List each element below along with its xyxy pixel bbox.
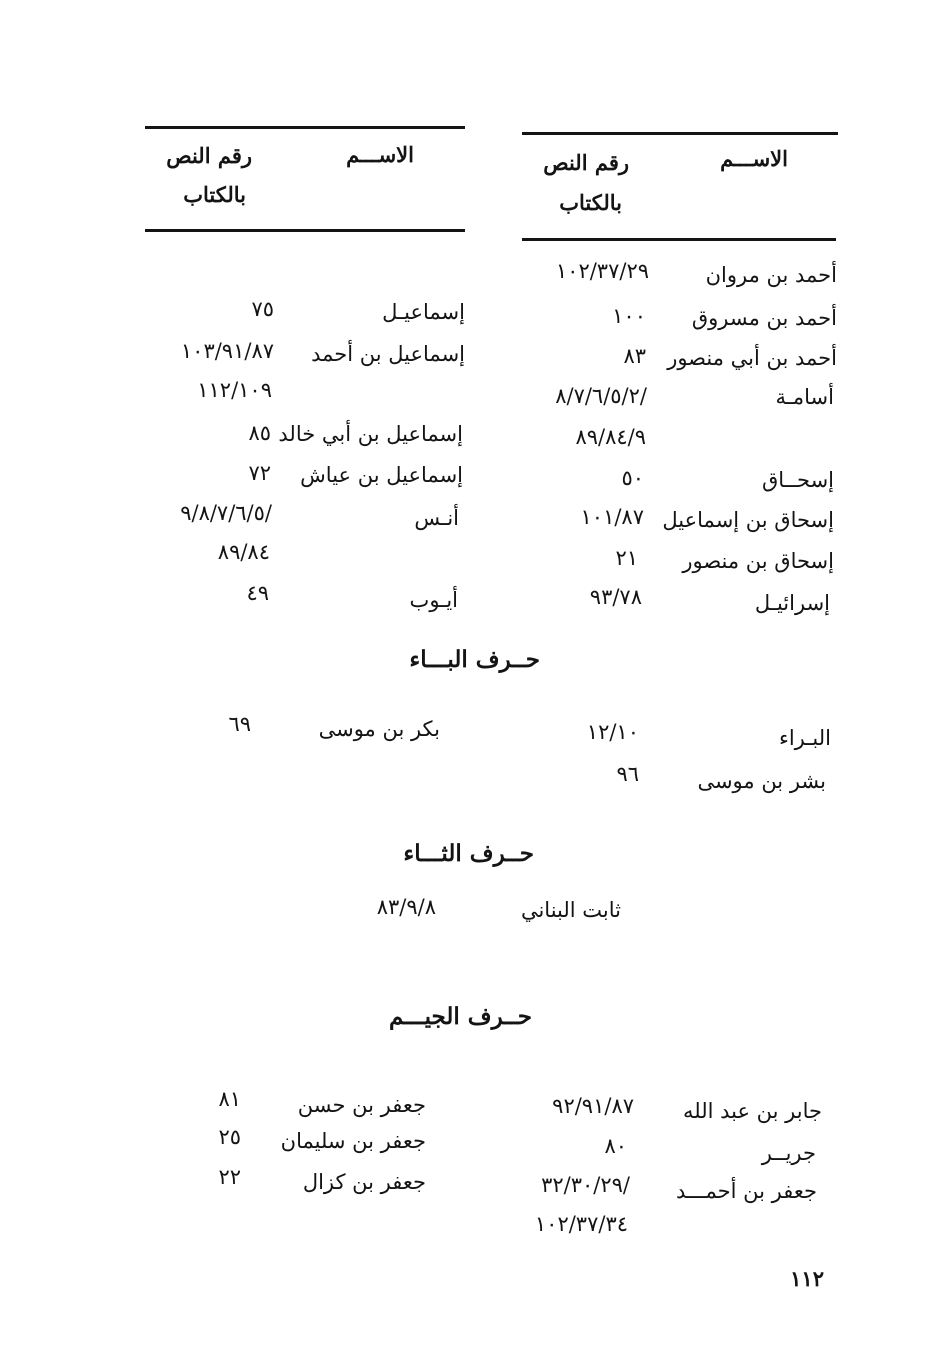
entry-name: جعفر بن حسن xyxy=(297,1093,426,1117)
left-header-num-line1: رقم النص xyxy=(166,143,252,168)
entry-ref: ١٠٢/٣٧/٣٤ xyxy=(534,1212,628,1236)
entry-ref: ٨٣/٩/٨ xyxy=(376,895,436,919)
entry-name: أنـس xyxy=(414,506,459,530)
entry-name: إسماعيل بن أحمد xyxy=(311,342,465,366)
entry-name: إسرائيـل xyxy=(754,591,830,615)
entry-name: إسماعيل بن عياش xyxy=(300,463,463,487)
entry-ref: ١٠١/٨٧ xyxy=(580,505,644,529)
entry-ref: ٩٣/٧٨ xyxy=(589,585,642,609)
entry-name: أحمد بن أبي منصور xyxy=(667,346,837,370)
entry-ref: ٢٥ xyxy=(218,1125,241,1149)
entry-ref: ٨١ xyxy=(218,1087,241,1111)
entry-ref: ١٠٢/٣٧/٢٩ xyxy=(555,259,649,283)
entry-name: إسماعيـل xyxy=(382,300,465,324)
entry-name: جعفر بن كزال xyxy=(302,1170,426,1194)
header-top-rule-left xyxy=(145,126,465,129)
entry-ref: /٣٢/٣٠/٢٩ xyxy=(541,1173,630,1197)
entry-ref: ٥٠ xyxy=(621,466,644,490)
section-heading-ba: حــرف البـــاء xyxy=(409,646,540,673)
entry-name: إسحــاق xyxy=(762,468,834,492)
entry-ref: /٨/٧/٦/٥/٢ xyxy=(555,384,647,408)
section-heading-tha: حــرف الثـــاء xyxy=(403,840,534,867)
entry-name: إسماعيل بن أبي خالد xyxy=(278,422,463,446)
entry-name: بشر بن موسى xyxy=(697,769,826,793)
entry-ref: ١٠٠ xyxy=(612,304,646,328)
entry-name: أحمد بن مروان xyxy=(705,263,837,287)
page-number: ١١٢ xyxy=(790,1266,824,1291)
header-top-rule-right xyxy=(522,132,838,135)
entry-name: إسحاق بن إسماعيل xyxy=(662,508,834,532)
entry-name: بكر بن موسى xyxy=(318,717,440,741)
entry-name: أيـوب xyxy=(409,588,458,612)
entry-ref: ٨٥ xyxy=(248,421,271,445)
entry-ref: ٧٢ xyxy=(248,461,271,485)
entry-ref: ٢١ xyxy=(615,546,638,570)
header-bottom-rule-left xyxy=(145,229,465,232)
entry-ref: ٨٩/٨٤ xyxy=(217,540,270,564)
entry-ref: ١١٢/١٠٩ xyxy=(197,378,272,402)
entry-name: جعفر بن سليمان xyxy=(280,1129,426,1153)
entry-ref: ١٢/١٠ xyxy=(586,720,639,744)
entry-ref: ١٠٣/٩١/٨٧ xyxy=(180,339,274,363)
entry-ref: ٩٢/٩١/٨٧ xyxy=(552,1094,634,1118)
entry-ref: ٤٩ xyxy=(246,581,269,605)
entry-ref: /٩/٨/٧/٦/٥ xyxy=(180,501,272,525)
entry-ref: ٨٩/٨٤/٩ xyxy=(575,425,646,449)
entry-name: جابر بن عبد الله xyxy=(682,1099,822,1123)
section-heading-jim: حــرف الجيـــم xyxy=(389,1003,532,1030)
entry-name: أسامـة xyxy=(775,385,834,409)
entry-name: جعفر بن أحمـــد xyxy=(676,1179,817,1203)
right-header-num-line1: رقم النص xyxy=(543,150,629,175)
entry-name: جريــر xyxy=(761,1141,816,1165)
right-header-num-line2: بالكتاب xyxy=(559,190,622,215)
entry-ref: ٩٦ xyxy=(616,762,639,786)
entry-ref: ٢٢ xyxy=(218,1165,241,1189)
header-bottom-rule-right xyxy=(522,238,836,241)
entry-ref: ٧٥ xyxy=(251,297,274,321)
entry-name: البـراء xyxy=(778,726,831,750)
left-header-num-line2: بالكتاب xyxy=(183,182,246,207)
entry-name: أحمد بن مسروق xyxy=(691,306,837,330)
left-header-name: الاســـم xyxy=(346,142,414,167)
right-header-name: الاســـم xyxy=(720,146,788,171)
entry-name: ثابت البناني xyxy=(520,898,621,922)
entry-ref: ٨٠ xyxy=(604,1134,627,1158)
entry-name: إسحاق بن منصور xyxy=(682,549,834,573)
entry-ref: ٨٣ xyxy=(623,344,646,368)
entry-ref: ٦٩ xyxy=(228,712,251,736)
